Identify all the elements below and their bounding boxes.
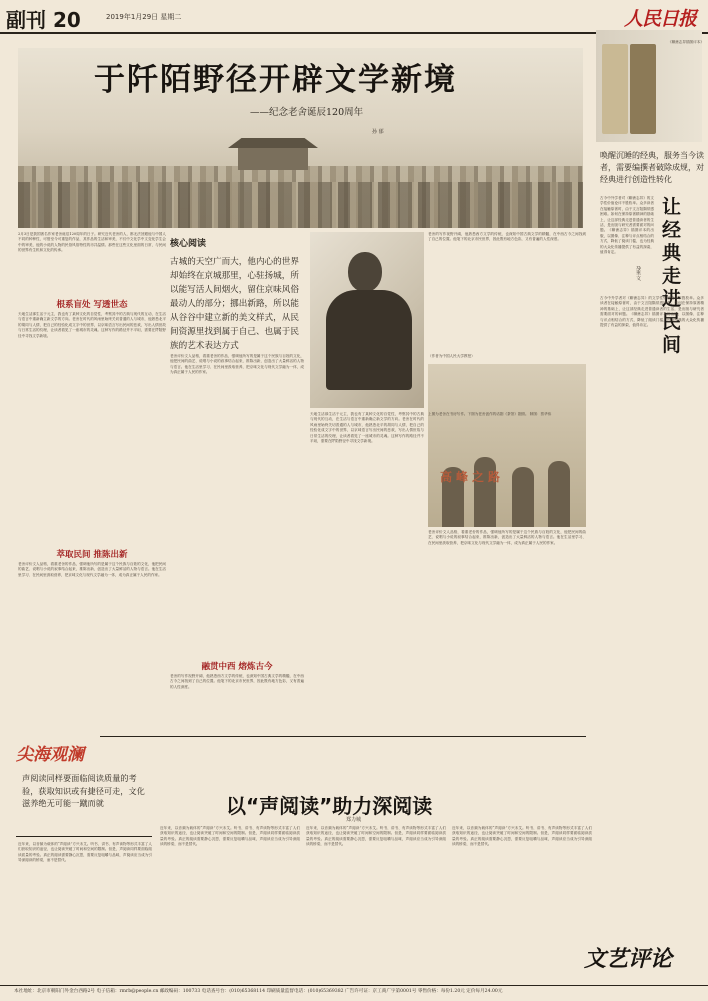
second-col4-text: 近年来，以音频为载体的“声阅读”方兴未艾。听书、讲书、有声读物等形式丰富了人们获取知识的途径，也让阅读突破了时间和空间的限制。但是，声阅读同样要面临阅读质量的考验。真正的阅读需要静心沉思，需要反复咀嚼与品味，声阅读应当成为引导深阅读的桥梁，而不是替代。 (452, 826, 592, 847)
column4-text: 老舍的写作视野开阔，他熟悉西方文学的传统，也深知中国古典文学的精髓，在中西古今之间找到了自己的位置。他笔下的北京市民世界，因此既有地方色彩，又有普遍的人性深度。 (428, 232, 586, 242)
core-reading-text: 古城的天空广而大，他内心的世界却始终在京城那里，心驻扬城，所以能写活人间烟火，留住京味风俗最动人的部分；挪出新路，所以能从谷谷中建立新的美文样式，从民间资源里找到属于自己、也属于民族的艺术表达方式 (170, 257, 299, 351)
lead-subtitle: ——纪念老舍诞辰120周年 (250, 107, 364, 118)
right-article-title: 让经典走进民间 (662, 196, 682, 356)
footer-imprint: 本社地址：北京市朝阳门外金台西路2号 电子信箱：rmrb@people.cn 邮政编码：100733 电话查号台：(010)65368114 印刷质量监督电话：(010)65369382 广告许可证：京工商广字第0001号 零售价格：每份1.20元 定价每月24.00元 (14, 989, 503, 994)
section1-text: 天地生活那生活于元主，我也有了某种文化的自觉性，考察其中的古典与现代的互动，在生活与语言中重新确立新文学的方向。老舍在时代的风雨里始终关切普通的人与城市，他熟悉北平的胡同与人情，把自己的经验化成文字中的世界，以京味语言写出民间的悲欢，写出人情世故与日常生活的纹理，让读者看见了一座城市的灵魂。这种写作的路径并不平坦，需要在阡陌野径中寻找文学新境。 (18, 312, 166, 338)
issue-date: 2019年1月29日 星期二 (106, 13, 182, 21)
lead-title: 于阡陌野径开辟文学新境 (94, 62, 457, 98)
section2-text: 老舍评价文人品格，看重老舍的作品，强调他所写的是属于这个民族与百姓的文化，他把民间的曲艺、说唱与小说的叙事结合起来，推陈出新，创造出了大量鲜活的人物与语言。他在生活里学习、在民间里汲取营养，把京味文化与现代文学融为一体，成为真正属于人民的作家。 (18, 562, 166, 577)
masthead (0, 0, 708, 34)
section2-heading: 萃取民间 推陈出新 (56, 550, 128, 560)
second-col2-text: 近年来，以音频为载体的“声阅读”方兴未艾。听书、讲书、有声读物等形式丰富了人们获取知识的途径，也让阅读突破了时间和空间的限制。但是，声阅读同样要面临阅读质量的考验。真正的阅读需要静心沉思，需要反复咀嚼与品味，声阅读应当成为引导深阅读的桥梁，而不是替代。 (160, 826, 300, 847)
right-article-text-b: 古今中外学者对《聊斋志异》的文学性价值论评不胜枚举。众多读者在接触原著时，由于文言阻隔常感困难。如何在保持原著精神的基础上，让这部经典走进普通读者的生活，是出版与研究者需要面对的问题。《聊斋志异》插图评本的出版，以图像、注释与评点相结合的方式，降低了阅读门槛，也为经典的大众化传播提供了有益的探索，值得肯定。 (600, 296, 704, 328)
core-reading-box (170, 236, 304, 351)
second-col3-text: 近年来，以音频为载体的“声阅读”方兴未艾。听书、讲书、有声读物等形式丰富了人们获取知识的途径，也让阅读突破了时间和空间的限制。但是，声阅读同样要面临阅读质量的考验。真正的阅读需要静心沉思，需要反复咀嚼与品味，声阅读应当成为引导深阅读的桥梁，而不是替代。 (306, 826, 446, 847)
section1-heading: 根系盲处 写透世态 (56, 300, 128, 310)
column3-text: 天地生活那生活于元主，我也有了某种文化的自觉性，考察其中的古典与现代的互动，在生活与语言中重新确立新文学的方向。老舍在时代的风雨里始终关切普通的人与城市，他熟悉北平的胡同与人情，把自己的经验化成文字中的世界，以京味语言写出民间的悲欢，写出人情世故与日常生活的纹理，让读者看见了一座城市的灵魂。这种写作的路径并不平坦，需要在阡陌野径中寻找文学新境。 (310, 412, 424, 444)
right-quote: 唤醒沉睡的经典，服务当今读者，需要编撰者破除成规，对经典进行创造性转化 (600, 151, 704, 184)
painting-label: 高峰之路 (440, 470, 505, 484)
section3-text: 老舍的写作视野开阔，他熟悉西方文学的传统，也深知中国古典文学的精髓，在中西古今之间找到了自己的位置。他笔下的北京市民世界，因此既有地方色彩，又有普遍的人性深度。 (170, 674, 304, 689)
book-caption: 《聊斋志异插图评本》 (668, 40, 704, 44)
column2-text: 老舍评价文人品格，看重老舍的作品，强调他所写的是属于这个民族与百姓的文化，他把民间的曲艺、说唱与小说的叙事结合起来，推陈出新，创造出了大量鲜活的人物与语言。他在生活里学习、在民间里汲取营养，把京味文化与现代文学融为一体，成为真正属于人民的作家。 (170, 354, 304, 375)
end-note: （作者为中国人民大学教授） (428, 354, 475, 358)
section-label: 副刊 20 (6, 8, 81, 32)
right-article-author: 郑 重 文 (636, 266, 642, 282)
right-article-text-a: 古今中外学者对《聊斋志异》的文学性价值论评不胜枚举。众多读者在接触原著时，由于文言阻隔常感困难。如何在保持原著精神的基础上，让这部经典走进普通读者的生活，是出版与研究者需要面对的问题。《聊斋志异》插图评本的出版，以图像、注释与评点相结合的方式，降低了阅读门槛，也为经典的大众化传播提供了有益的探索，值得肯定。 (600, 196, 654, 255)
newspaper-logo: 人民日报 (624, 8, 697, 30)
second-col1-text: 近年来，以音频为载体的“声阅读”方兴未艾。听书、讲书、有声读物等形式丰富了人们获取知识的途径，也让阅读突破了时间和空间的限制。但是，声阅读同样要面临阅读质量的考验。真正的阅读需要静心沉思，需要反复咀嚼与品味，声阅读应当成为引导深阅读的桥梁，而不是替代。 (18, 842, 152, 863)
teahouse-painting-image (428, 364, 586, 527)
lao-she-portrait-image (310, 232, 424, 408)
core-reading-title: 核心阅读 (170, 239, 207, 249)
column4-lower-text: 老舍评价文人品格，看重老舍的作品，强调他所写的是属于这个民族与百姓的文化，他把民间的曲艺、说唱与小说的叙事结合起来，推陈出新，创造出了大量鲜活的人物与语言。他在生活里学习、在民间里汲取营养，把京味文化与现代文学融为一体，成为真正属于人民的作家。 (428, 530, 586, 545)
second-article-author: 郑力城 (346, 817, 362, 823)
section3-heading: 融贯中西 熔炼古今 (201, 662, 273, 672)
column-badge-text: 声阅读同样要面临阅读质量的考验，获取知识或有捷径可走，文化滋养绝无可能一蹴而就 (22, 773, 145, 808)
lead-intro: 2月3日是我国著名作家老舍诞辰120周年的日子。研究近代老舍的人，都无法回避他与中国人不同的种种性，可惜至今可重复的作品，其作品的生活和审美，不仅中文化学中文变化学生会中的审美，他的小说的人物的民俗风俗特性的市井温情。那些在这些文化里面的日常，与民间的世界有生机和文化的传承。 (18, 232, 166, 253)
column-badge: 尖海观澜 (16, 745, 84, 765)
second-article-title: 以“声阅读”助力深阅读 (226, 794, 433, 818)
lead-author: 孙 郁 (372, 129, 384, 135)
painting-caption: 上图为老舍在书房写作。下图为老舍创作的话剧《茶馆》剧照。 制图：蔡华伟 (428, 412, 552, 416)
badge-rule (16, 836, 152, 837)
section-divider (100, 736, 586, 737)
page-corner-title: 文艺评论 (584, 946, 673, 972)
